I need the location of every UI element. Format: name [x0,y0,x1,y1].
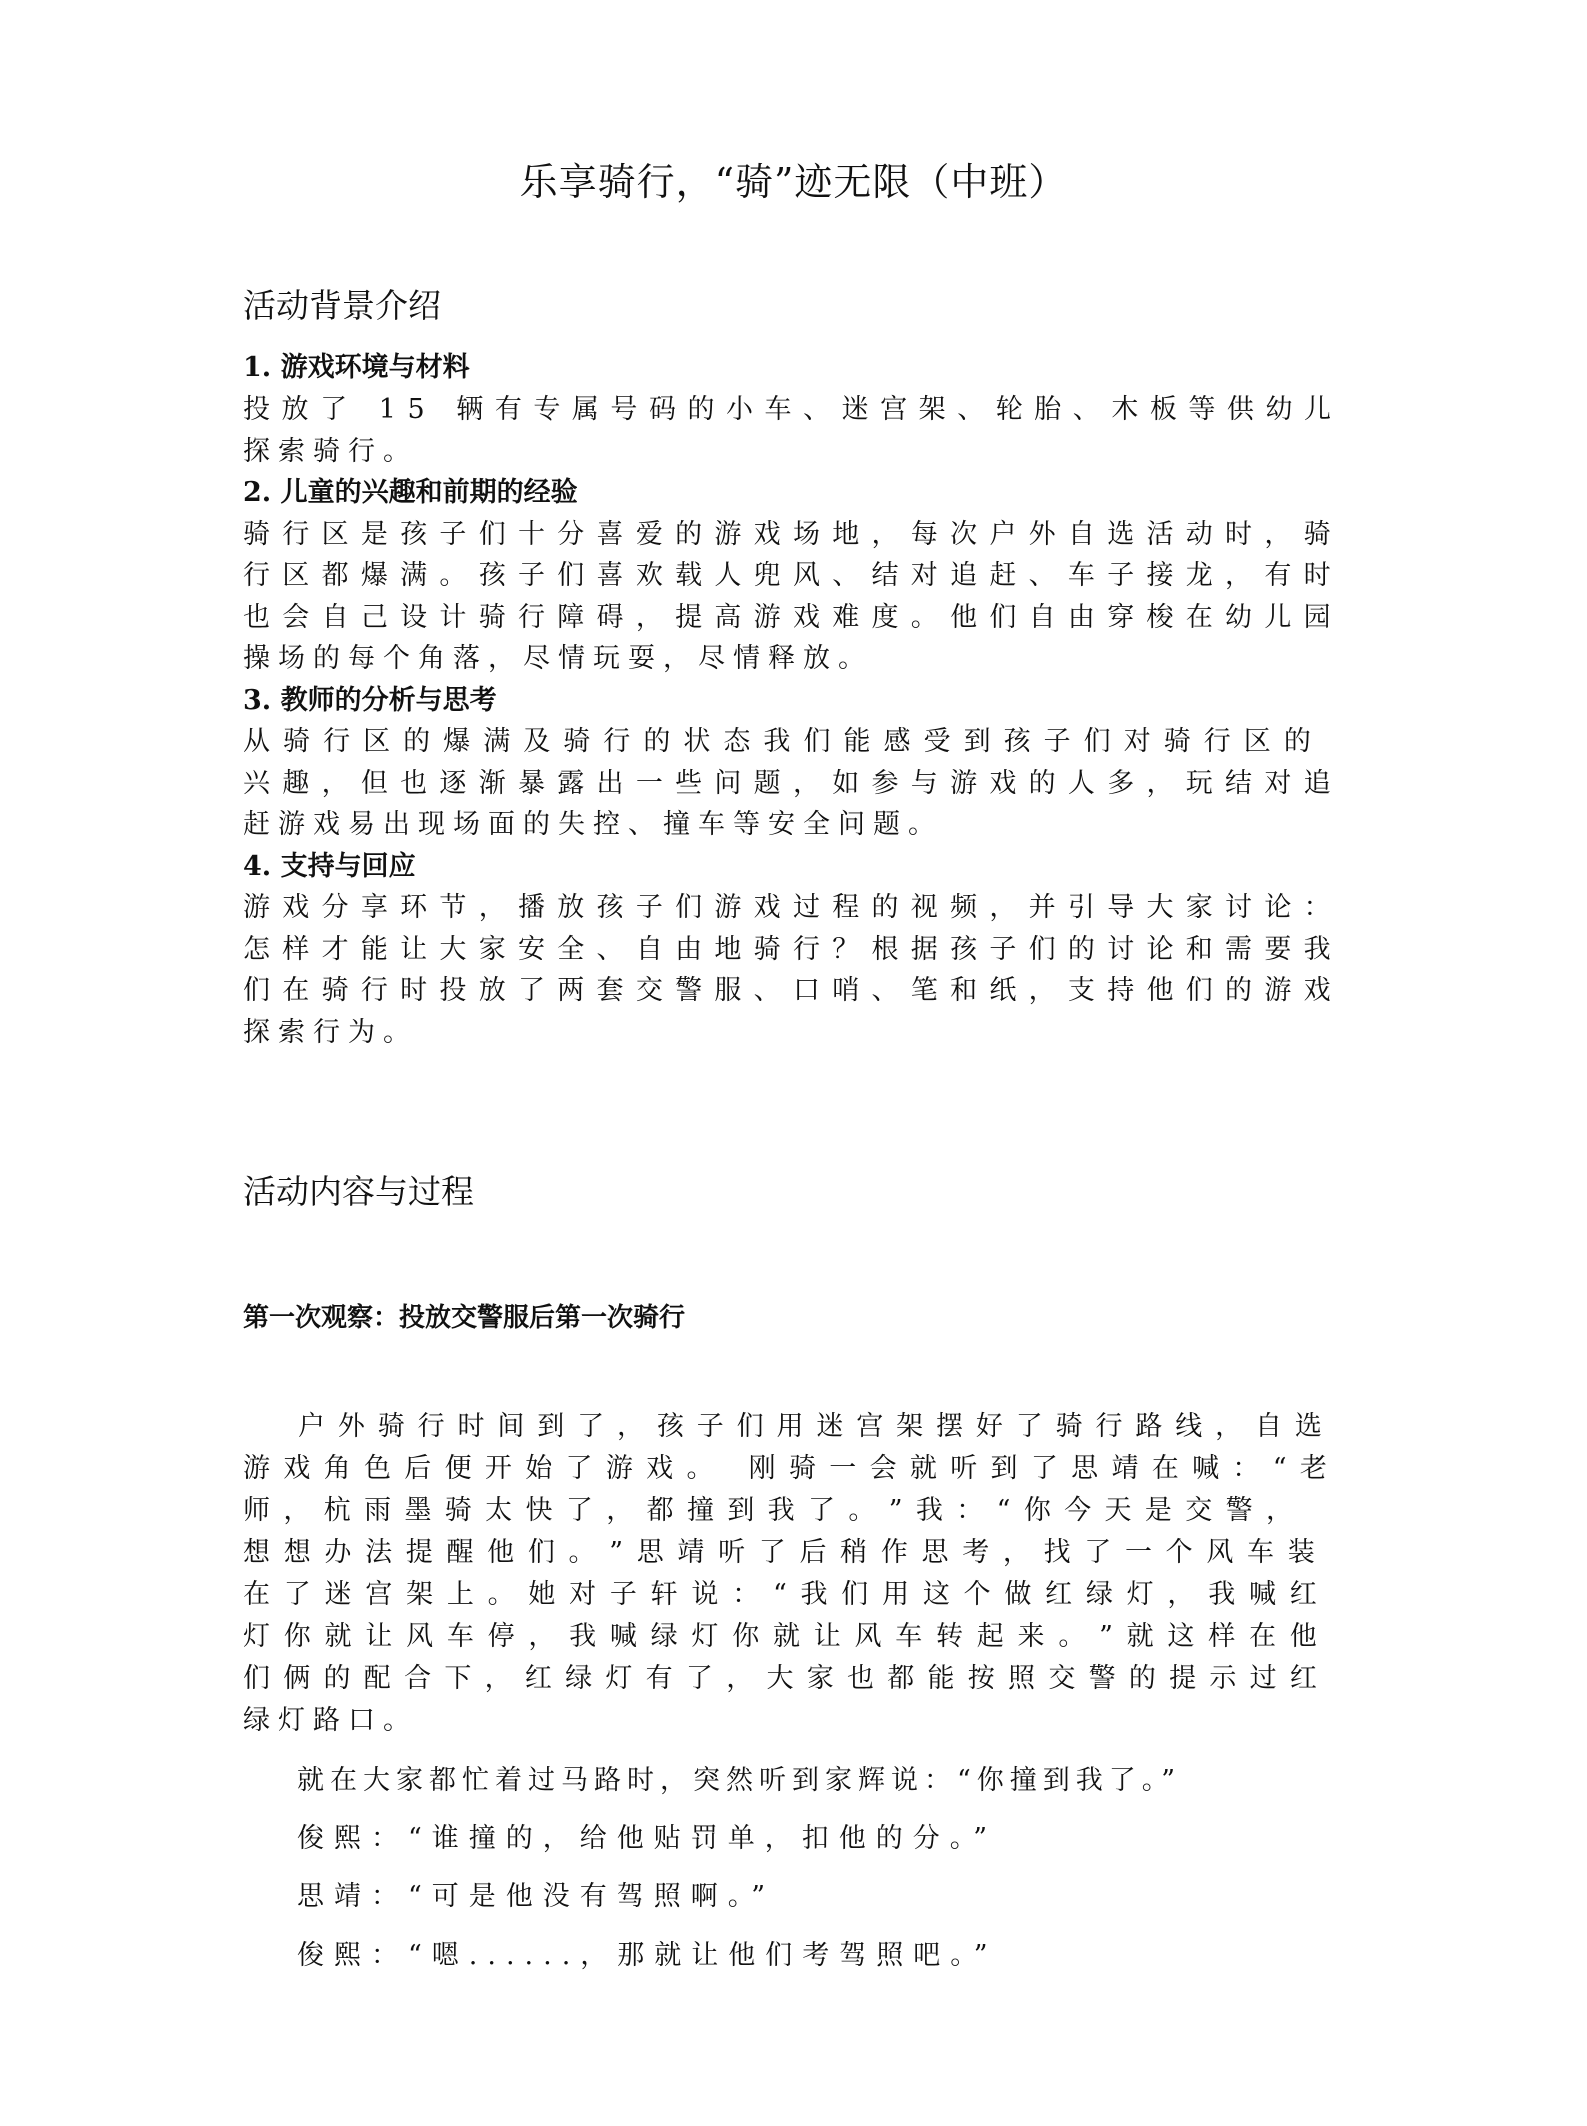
section-heading-background: 活动背景介绍 [243,286,441,325]
subheading-teacher-analysis: 3. 教师的分析与思考 [243,685,497,716]
paragraph-line: 想 想 办 法 提 醒 他 们 。 ” 思 靖 听 了 后 稍 作 思 考 ， 找 了 一 个 风 车 装 [243,1537,1315,1568]
paragraph-line: 在 了 迷 宫 架 上 。 她 对 子 轩 说 ： “ 我 们 用 这 个 做 红 绿 灯 ， 我 喊 红 [243,1579,1317,1610]
text-line: 游 戏 分 享 环 节 ， 播 放 孩 子 们 游 戏 过 程 的 视 频 ， 并 引 导 大 家 讨 论 ： [243,892,1331,923]
paragraph-line: 绿灯路口。 [243,1705,418,1736]
document-title: 乐享骑行，“骑”迹无限（中班） [519,160,1068,204]
text-line: 也 会 自 己 设 计 骑 行 障 碍 ， 提 高 游 戏 难 度 。 他 们 自 由 穿 梭 在 幼 儿 园 [243,602,1331,633]
dialogue-line: 俊熙：“谁撞的，给他贴罚单，扣他的分。” [297,1823,998,1854]
paragraph-line: 灯 你 就 让 风 车 停 ， 我 喊 绿 灯 你 就 让 风 车 转 起 来 。 ” 就 这 样 在 他 [243,1621,1317,1652]
text-line: 怎 样 才 能 让 大 家 安 全 、 自 由 地 骑 行 ？ 根 据 孩 子 们 的 讨 论 和 需 要 我 [243,934,1331,965]
dialogue-line: 思靖：“可是他没有驾照啊。” [297,1881,776,1912]
text-line: 投 放 了 1 5 辆 有 专 属 号 码 的 小 车 、 迷 宫 架 、 轮 胎 、 木 板 等 供 幼 儿 [243,394,1331,425]
paragraph-line: 户 外 骑 行 时 间 到 了 ， 孩 子 们 用 迷 宫 架 摆 好 了 骑 行 路 线 ， 自 选 [298,1411,1322,1442]
text-line: 行 区 都 爆 满 。 孩 子 们 喜 欢 载 人 兜 风 、 结 对 追 赶 、 车 子 接 龙 ， 有 时 [243,560,1331,591]
paragraph-line: 师 ， 杭 雨 墨 骑 太 快 了 ， 都 撞 到 我 了 。 ” 我 ： “ 你 今 天 是 交 警 ， [243,1495,1293,1526]
text-line: 们 在 骑 行 时 投 放 了 两 套 交 警 服 、 口 哨 、 笔 和 纸 ， 支 持 他 们 的 游 戏 [243,975,1331,1006]
subheading-support-response: 4. 支持与回应 [243,851,416,882]
text-line: 操场的每个角落，尽情玩耍，尽情释放。 [243,643,873,674]
dialogue-line: 俊熙：“嗯......，那就让他们考驾照吧。” [297,1940,998,1971]
subheading-environment-materials: 1. 游戏环境与材料 [243,352,470,383]
text-line: 兴 趣 ， 但 也 逐 渐 暴 露 出 一 些 问 题 ， 如 参 与 游 戏 的 人 多 ， 玩 结 对 追 [243,768,1331,799]
text-line: 骑 行 区 是 孩 子 们 十 分 喜 爱 的 游 戏 场 地 ， 每 次 户 外 自 选 活 动 时 ， 骑 [243,519,1331,550]
subheading-interests-experience: 2. 儿童的兴趣和前期的经验 [243,477,578,508]
paragraph-line: 游 戏 角 色 后 便 开 始 了 游 戏 。 刚 骑 一 会 就 听 到 了 思 靖 在 喊 ： “ 老 [243,1453,1327,1484]
observation-heading: 第一次观察：投放交警服后第一次骑行 [243,1303,686,1333]
section-heading-content: 活动内容与过程 [243,1172,474,1211]
text-line: 赶游戏易出现场面的失控、撞车等安全问题。 [243,809,943,840]
dialogue-line: 就在大家都忙着过马路时，突然听到家辉说：“你撞到我了。” [297,1765,1182,1796]
text-line: 探索行为。 [243,1017,418,1048]
text-line: 从 骑 行 区 的 爆 满 及 骑 行 的 状 态 我 们 能 感 受 到 孩 子 们 对 骑 行 区 的 [243,726,1311,757]
text-line: 探索骑行。 [243,436,418,467]
paragraph-line: 们 俩 的 配 合 下 ， 红 绿 灯 有 了 ， 大 家 也 都 能 按 照 交 警 的 提 示 过 红 [243,1663,1317,1694]
